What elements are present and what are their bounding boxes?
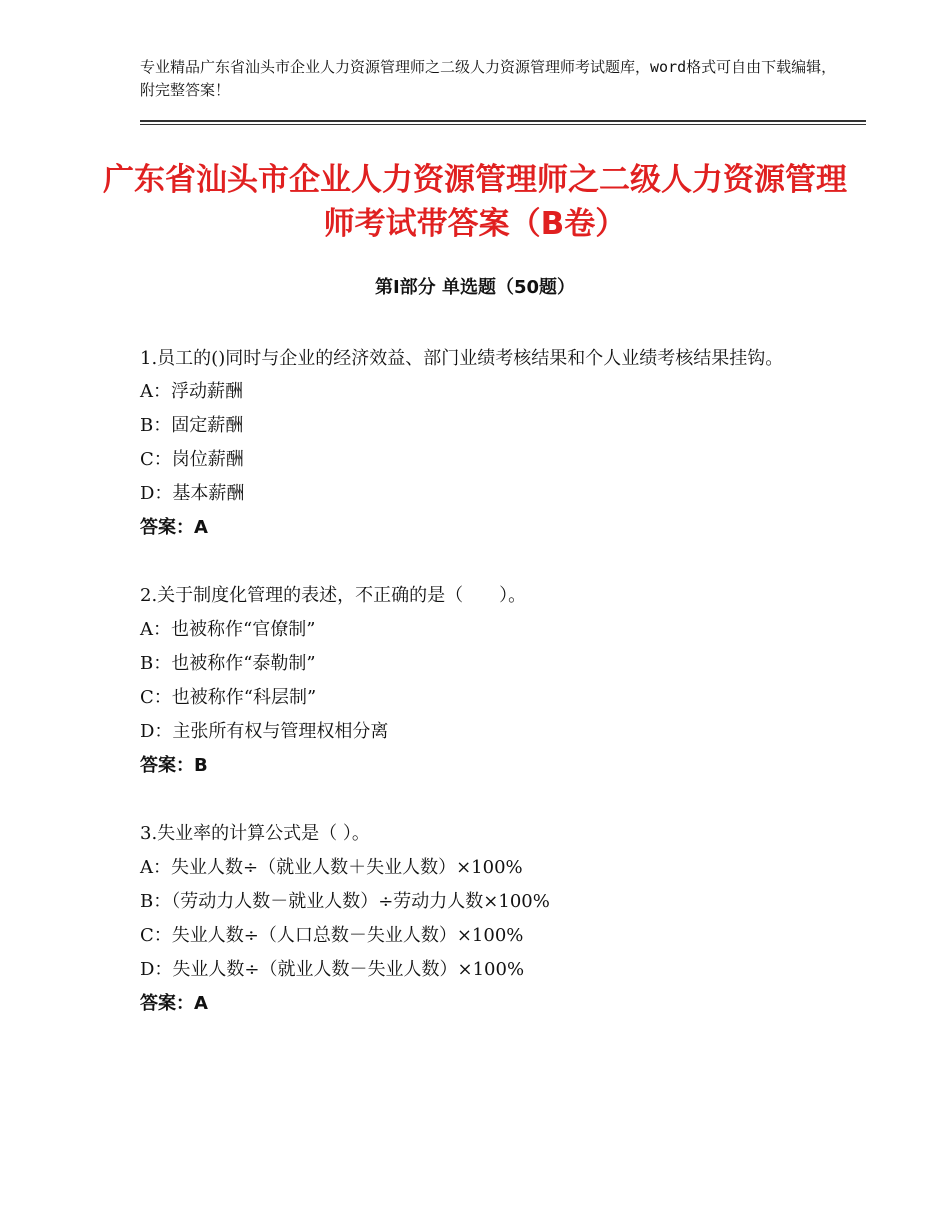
document-title: 广东省汕头市企业人力资源管理师之二级人力资源管理师考试带答案（B卷）	[103, 162, 847, 242]
option-d: D：主张所有权与管理权相分离	[140, 721, 389, 742]
question-stem: 2.关于制度化管理的表述，不正确的是（ ）。	[140, 585, 527, 606]
option-b: B：固定薪酬	[140, 415, 244, 436]
header-divider-thin	[140, 124, 866, 125]
option-c: C：也被称作“科层制”	[140, 687, 317, 708]
option-b: B：（劳动力人数－就业人数）÷劳动力人数×100%	[140, 891, 550, 912]
option-b: B：也被称作“泰勒制”	[140, 653, 316, 674]
header-divider-thick	[140, 120, 866, 122]
option-d: D：失业人数÷（就业人数－失业人数）×100%	[140, 959, 525, 980]
header-divider	[140, 120, 866, 126]
question-stem: 3.失业率的计算公式是（ ）。	[140, 823, 370, 844]
option-c: C：岗位薪酬	[140, 449, 244, 470]
option-a: A：浮动薪酬	[140, 381, 243, 402]
question-list	[140, 343, 820, 1055]
question-3	[140, 817, 820, 1021]
option-d: D：基本薪酬	[140, 483, 245, 504]
question-stem: 1.员工的()同时与企业的经济效益、部门业绩考核结果和个人业绩考核结果挂钩。	[140, 348, 784, 369]
answer: 答案：B	[140, 755, 208, 776]
question-2	[140, 579, 820, 783]
answer: 答案：A	[140, 517, 208, 538]
question-1	[140, 343, 820, 545]
section-title: 第Ⅰ部分 单选题（50题）	[374, 277, 575, 298]
option-a: A：也被称作“官僚制”	[140, 619, 316, 640]
option-c: C：失业人数÷（人口总数－失业人数）×100%	[140, 925, 524, 946]
header-note: 专业精品广东省汕头市企业人力资源管理师之二级人力资源管理师考试题库，word格式可自由下载编辑，附完整答案！	[140, 58, 837, 99]
answer: 答案：A	[140, 993, 208, 1014]
option-a: A：失业人数÷（就业人数＋失业人数）×100%	[140, 857, 523, 878]
